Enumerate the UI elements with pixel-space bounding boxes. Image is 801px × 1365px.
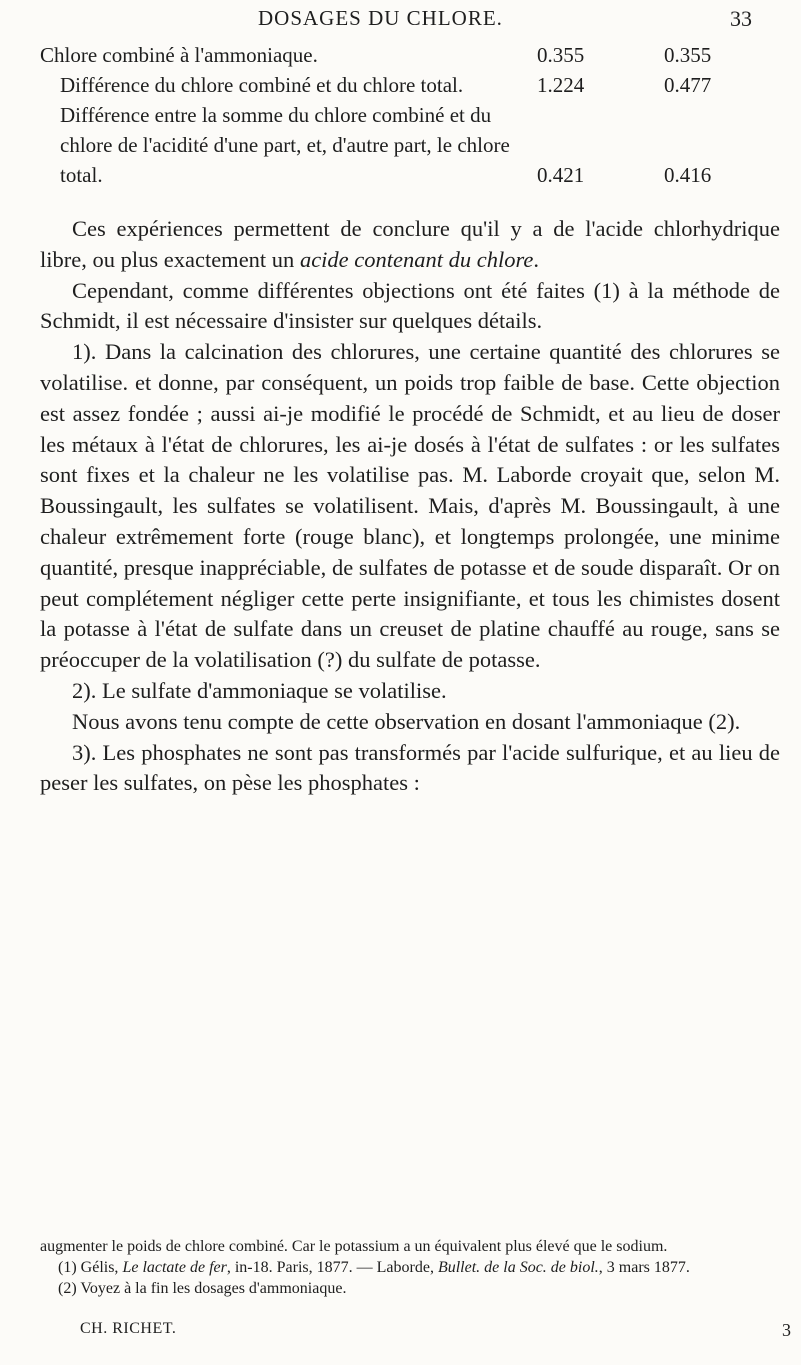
text-run: , 3 mars 1877.: [598, 1259, 690, 1276]
italic-phrase: acide contenant du chlore: [299, 246, 534, 272]
value-col-1: 0.355: [537, 43, 585, 67]
italic-phrase: Bullet. de la Soc. de biol.: [437, 1259, 599, 1276]
table-row: [40, 100, 780, 190]
text-run: , in-18. Paris, 1877. — Laborde,: [226, 1259, 438, 1276]
signature-mark: 3: [782, 1320, 791, 1340]
paragraph: 1). Dans la calcination des chlorures, une certaine quantité des chlorures se volatilise. et donne, par conséquent, un poids trop faible de base. Cette objection est assez fondée ; aussi ai-je modifié le procédé de Schmidt, et au lieu de doser les métaux à l'état de chlorures, les ai-je dosés à l'état de sulfates : or les sulfates sont fixes et la chaleur ne les volatilise pas. M. Laborde croyait que, selon M. Boussingault, les sulfates se volatilisent. Mais, d'après M. Boussingault, à une chaleur extrêmement forte (rouge blanc), et longtemps prolongée, une minime quantité, presque inappréciable, de sulfates de potasse et de soude disparaît. Or on peut complétement négliger cette perte insignifiante, et tous les chimistes dosent la potasse à l'état de sulfate dans un creuset de platine chauffé au rouge, sans se préoccuper de la volatilisation (?) du sulfate de potasse.: [40, 339, 780, 673]
paragraph: 3). Les phosphates ne sont pas transformés par l'acide sulfurique, et au lieu de peser les sulfates, on pèse les phosphates :: [40, 739, 780, 796]
body-text: [40, 214, 780, 799]
row-label: Différence du chlore combiné et du chlore total.: [60, 73, 464, 97]
text-run: Ces expériences permettent de conclure qu'il y a de l'acide chlorhydrique libre, ou plus exactement un: [40, 216, 780, 272]
footnotes: [40, 1236, 780, 1299]
running-head: [0, 6, 801, 36]
text-run: .: [533, 246, 540, 272]
footnote-1: [40, 1257, 780, 1278]
paragraph: Cependant, comme différentes objections ont été faites (1) à la méthode de Schmidt, il est nécessaire d'insister sur quelques détails.: [40, 277, 780, 334]
row-label: Chlore combiné à l'ammoniaque.: [40, 43, 318, 67]
table-row: [40, 40, 780, 70]
author-signature: CH. RICHET.: [80, 1320, 177, 1337]
chlorine-results-table: [40, 40, 780, 190]
footnote-continuation: augmenter le poids de chlore combiné. Car le potassium a un équivalent plus élevé que le sodium.: [40, 1238, 668, 1255]
paragraph: [40, 214, 780, 276]
value-col-2: 0.416: [664, 163, 712, 187]
paragraph: Nous avons tenu compte de cette observation en dosant l'ammoniaque (2).: [72, 708, 741, 734]
text-run: (1) Gélis,: [58, 1259, 123, 1276]
page-footer: [40, 1320, 791, 1344]
value-col-2: 0.355: [664, 43, 712, 67]
footnote-2: (2) Voyez à la fin les dosages d'ammoniaque.: [58, 1280, 347, 1297]
value-col-2: 0.477: [664, 73, 712, 97]
value-col-1: 0.421: [537, 163, 585, 187]
row-label: Différence entre la somme du chlore combiné et du chlore de l'acidité d'une part, et, d'autre part, le chlore total.: [60, 103, 510, 187]
running-head-title: DOSAGES DU CHLORE.: [258, 6, 503, 30]
paragraph: 2). Le sulfate d'ammoniaque se volatilise.: [72, 677, 447, 703]
italic-phrase: Le lactate de fer: [122, 1259, 227, 1276]
value-col-1: 1.224: [537, 73, 585, 97]
page-number: 33: [730, 6, 752, 31]
table-row: [40, 70, 780, 100]
